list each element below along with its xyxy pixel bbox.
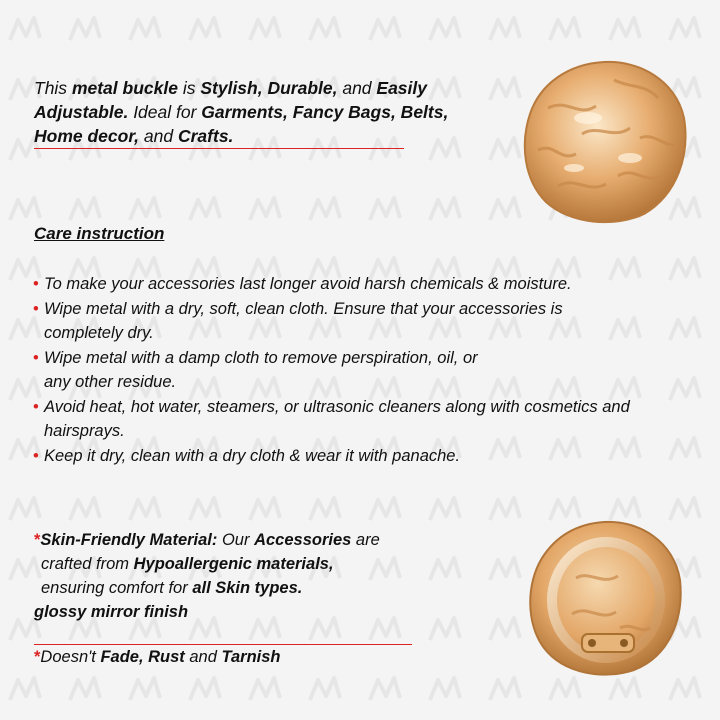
skin-text-segment: ensuring comfort for: [41, 579, 193, 597]
skin-text-segment: are: [351, 531, 380, 549]
intro-text-segment: and: [337, 78, 377, 98]
skin-bold-segment: Accessories: [254, 531, 352, 549]
list-item: [33, 297, 644, 346]
divider-line: [34, 644, 412, 645]
skin-line: [34, 576, 434, 600]
intro-bold-segment: Stylish, Durable,: [200, 78, 338, 98]
skin-friendly-text: [34, 528, 434, 624]
skin-line: [34, 552, 434, 576]
list-item-text: Avoid heat, hot water, steamers, or ultrasonic cleaners along with cosmetics and hairsprays.: [44, 397, 630, 440]
bullet-icon: •: [33, 348, 39, 367]
intro-text: [34, 76, 454, 148]
list-item: [33, 395, 684, 444]
doesnt-fade-text: [34, 648, 280, 667]
bullet-icon: •: [33, 397, 39, 416]
list-item-text: Wipe metal with a dry, soft, clean cloth. Ensure that your accessories is completely dry.: [44, 299, 563, 342]
list-item: [33, 444, 683, 469]
intro-bold-segment: metal buckle: [71, 78, 178, 98]
buckle-back-image: [524, 518, 684, 678]
skin-bold-segment: Hypoallergenic materials,: [133, 555, 334, 573]
care-instruction-title: Care instruction: [34, 224, 165, 243]
bullet-icon: •: [33, 446, 39, 465]
care-instruction-list: [33, 272, 683, 468]
list-item-text: Keep it dry, clean with a dry cloth & wear it with panache.: [44, 446, 461, 465]
doesnt-bold-segment: Tarnish: [221, 648, 281, 666]
skin-bold-segment: glossy mirror finish: [34, 603, 189, 621]
list-item: [33, 272, 683, 297]
list-item-text: To make your accessories last longer avoid harsh chemicals & moisture.: [44, 275, 572, 293]
intro-bold-segment: Crafts.: [177, 126, 234, 146]
intro-text-segment: This: [34, 78, 72, 98]
intro-text-segment: is: [177, 78, 201, 98]
intro-text-segment: Ideal for: [128, 102, 202, 122]
intro-bold-segment: Garments, Fancy Bags, Belts, Home decor,: [34, 102, 449, 146]
bullet-icon: •: [33, 275, 39, 293]
asterisk-icon: *: [34, 648, 41, 666]
skin-bold-segment: all Skin types.: [192, 579, 303, 597]
buckle-front-image: [518, 58, 690, 226]
skin-text-segment: crafted from: [41, 555, 134, 573]
intro-text-segment: and: [139, 126, 178, 146]
skin-bold-segment: Skin-Friendly Material:: [40, 531, 218, 549]
asterisk-icon: *: [34, 531, 41, 549]
intro-bold-segment: Easily Adjustable.: [34, 78, 428, 122]
doesnt-bold-segment: Fade, Rust: [100, 648, 185, 666]
bullet-icon: •: [33, 299, 39, 318]
doesnt-text-segment: and: [184, 648, 222, 666]
list-item-text: Wipe metal with a damp cloth to remove perspiration, oil, or any other residue.: [44, 348, 478, 391]
list-item: [33, 346, 499, 395]
divider-line: [34, 148, 404, 149]
doesnt-text-segment: Doesn't: [40, 648, 101, 666]
skin-text-segment: Our: [217, 531, 255, 549]
